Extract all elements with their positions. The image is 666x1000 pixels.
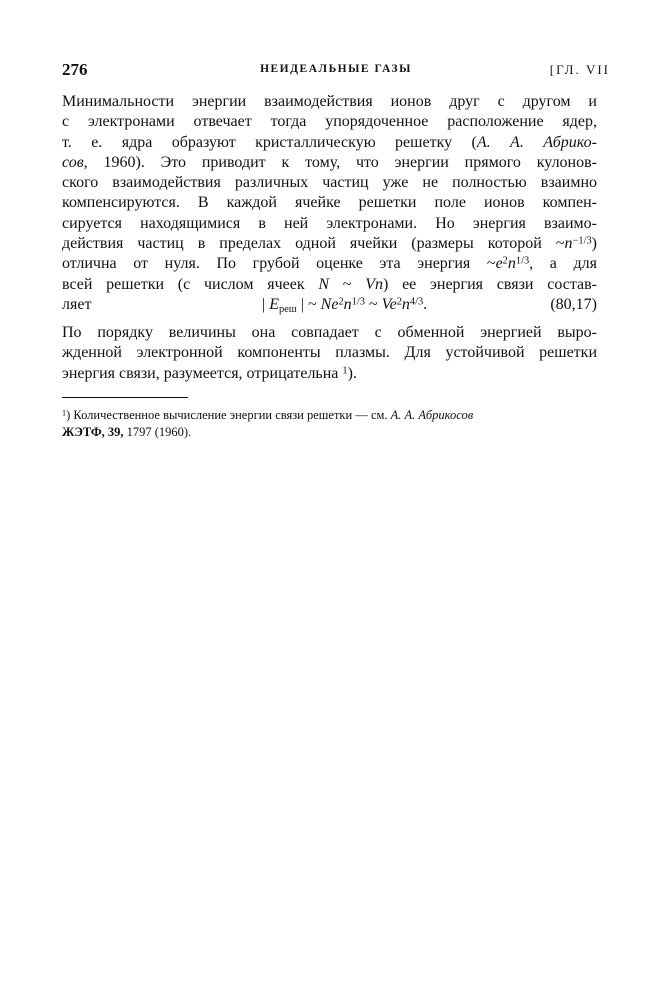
- text-line: сов, 1960). Это приводит к тому, что энергии прямого кулонов-: [62, 153, 597, 171]
- footnote: [62, 407, 597, 441]
- equation-80-17: [62, 296, 597, 318]
- page-header: [62, 60, 610, 82]
- text-line: т. е. ядра образуют кристаллическую решетку (А. А. Абрико-: [62, 133, 598, 151]
- equation-body: | $E_{реш}$ | ~ $Ne^2n^{1/3}$ ~ $Ve^2n^{4/3}$.: [262, 296, 428, 316]
- paragraph-2: [62, 323, 597, 384]
- footnote-author: А. А. Абрикосов: [390, 408, 474, 422]
- text-line: всей решетки (с числом ячеек N ~ Vn) ее энергия связи состав-: [62, 275, 597, 293]
- citation-author: сов: [62, 153, 84, 171]
- text-line: По порядку величины она совпадает с обменной энергией выро-: [62, 324, 597, 341]
- footnote-marker: 1: [342, 364, 348, 376]
- equation-number: (80,17): [550, 296, 597, 313]
- text-line: отлична от нуля. По грубой оценке эта энергия $\sim e^2n^{1/3}$, а для: [62, 255, 597, 273]
- footnote-line: ЖЭТФ, 39, 1797 (1960).: [62, 425, 192, 439]
- text-line: действия частиц в пределах одной ячейки (размеры которой $\sim n^{-1/3}$): [62, 235, 597, 253]
- footnote-number: 1: [62, 408, 67, 418]
- text-line: Минимальности энергии взаимодействия ионов друг с другом и: [62, 93, 597, 110]
- page-number: 276: [62, 60, 88, 79]
- chapter-reference: [ГЛ. VII: [549, 62, 610, 77]
- text-line: ского взаимодействия различных частиц уже не полностью взаимно: [62, 174, 597, 192]
- footnote-line: $^1$) Количественное вычисление энергии связи решетки — см. А. А. Абрикосов: [62, 408, 474, 422]
- text-line: жденной электронной компоненты плазмы. Для устойчивой решетки: [62, 344, 597, 362]
- journal-reference: ЖЭТФ, 39,: [62, 425, 124, 439]
- text-line: энергия связи, разумеется, отрицательна $^1$).: [62, 364, 357, 382]
- footnote-divider: [62, 397, 188, 398]
- running-title: НЕИДЕАЛЬНЫЕ ГАЗЫ: [260, 63, 412, 75]
- citation-author: А. А. Абрико-: [476, 133, 598, 151]
- paragraph-1: [62, 92, 597, 315]
- text-line: сируется находящимися в ней электронами. Но энергия взаимо-: [62, 214, 597, 232]
- text-line: ляет: [62, 295, 92, 313]
- text-line: с электронами отвечает тогда упорядоченное расположение ядер,: [62, 113, 597, 131]
- text-line: компенсируются. В каждой ячейке решетки поле ионов компен-: [62, 194, 597, 212]
